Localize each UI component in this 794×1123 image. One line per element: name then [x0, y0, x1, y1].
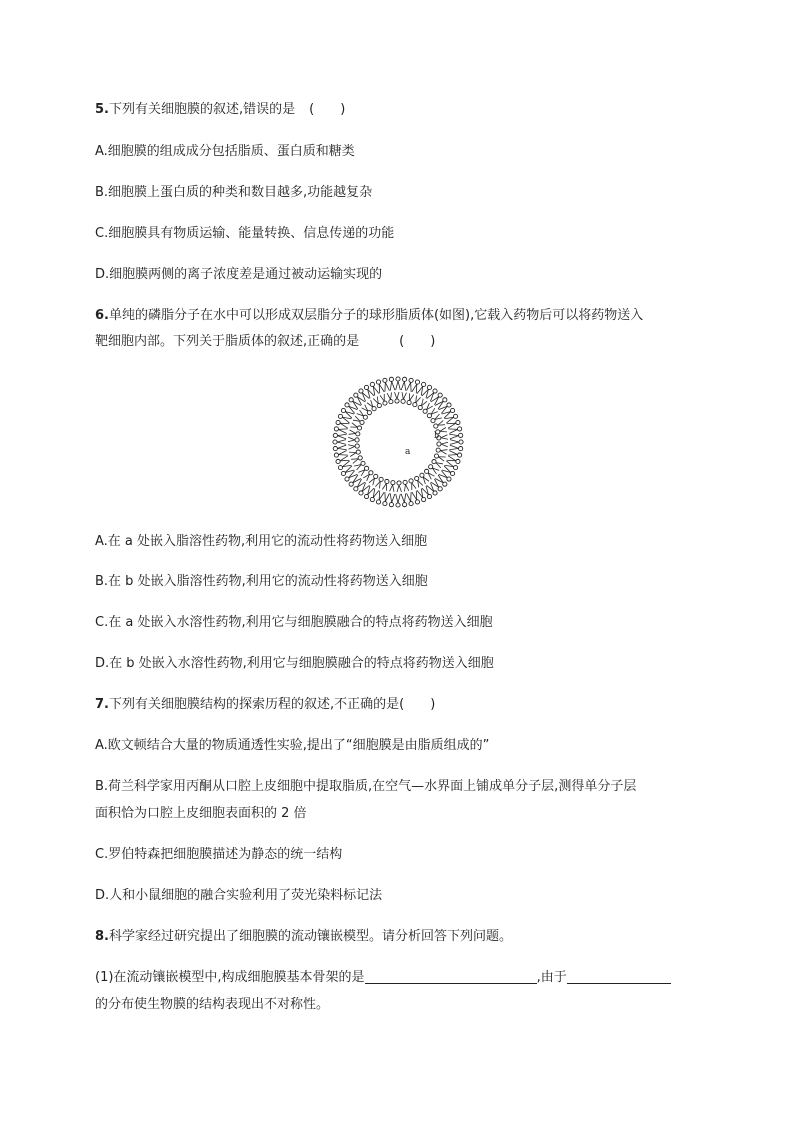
- lipid-tail: [337, 448, 346, 449]
- q6-option-d: D.在 b 处嵌入水溶性药物,利用它与细胞膜融合的特点将药物送入细胞: [95, 656, 494, 671]
- lipid-head: [383, 378, 387, 382]
- lipid-tail: [385, 493, 389, 501]
- q7-option-d: D.人和小鼠细胞的融合实验利用了荧光染料标记法: [95, 888, 383, 903]
- lipid-tail: [349, 430, 355, 434]
- lipid-head: [355, 444, 359, 448]
- q8-sub1-text1: (1)在流动镶嵌模型中,构成细胞膜基本骨架的是: [95, 970, 365, 985]
- q5-option-d: D.细胞膜两侧的离子浓度差是通过被动运输实现的: [95, 267, 383, 282]
- lipid-tail: [402, 392, 403, 399]
- lipid-head: [338, 466, 342, 470]
- lipid-tail: [449, 448, 458, 449]
- answer-blank-1[interactable]: [365, 969, 537, 984]
- lipid-head: [434, 454, 438, 458]
- lipid-head: [402, 503, 406, 507]
- lipid-head: [453, 414, 457, 418]
- lipid-head: [360, 420, 364, 424]
- q6-stem-line1: 单纯的磷脂分子在水中可以形成双层脂分子的球形脂质体(如图),它载入药物后可以将药物送入: [108, 308, 644, 323]
- answer-blank-2[interactable]: [567, 969, 671, 984]
- lipid-tail: [348, 445, 355, 447]
- lipid-tail: [390, 485, 393, 492]
- lipid-head: [383, 401, 387, 405]
- lipid-head: [434, 424, 438, 428]
- lipid-head: [379, 477, 383, 481]
- lipid-head: [422, 382, 426, 386]
- lipid-tail: [338, 429, 346, 433]
- lipid-head: [341, 408, 345, 412]
- lipid-head: [425, 469, 429, 473]
- lipid-tail: [440, 451, 446, 455]
- q7-number: 7.: [95, 697, 109, 712]
- lipid-tail: [416, 384, 417, 393]
- lipid-head: [367, 411, 371, 415]
- lipid-head: [333, 440, 337, 444]
- lipid-head: [418, 405, 422, 409]
- lipid-head: [407, 400, 411, 404]
- lipid-tail: [449, 434, 458, 435]
- lipid-head: [355, 438, 359, 442]
- lipid-head: [334, 427, 338, 431]
- lipid-head: [376, 380, 380, 384]
- lipid-head: [458, 427, 462, 431]
- q8-sub1-text2: ,由于: [536, 970, 567, 985]
- lipid-tail: [441, 442, 448, 444]
- lipid-head: [341, 471, 345, 475]
- lipid-head: [397, 481, 401, 485]
- label-a: a: [405, 447, 411, 457]
- lipid-tail: [407, 493, 411, 501]
- phospholipid-bilayer: [333, 377, 463, 507]
- q6-number: 6.: [95, 308, 109, 323]
- q5-answer-paren: ( ): [309, 102, 346, 117]
- lipid-tail: [350, 453, 356, 457]
- lipid-head: [422, 497, 426, 501]
- q6-stem-cont: [95, 333, 435, 351]
- lipid-tail: [404, 381, 405, 390]
- lipid-head: [427, 494, 431, 498]
- lipid-head: [450, 471, 454, 475]
- lipid-tail: [449, 429, 457, 433]
- lipid-tail: [337, 440, 346, 442]
- lipid-tail: [380, 395, 384, 401]
- lipid-tail: [395, 392, 397, 399]
- q5-option-a: A.细胞膜的组成成分包括脂质、蛋白质和糖类: [95, 144, 355, 159]
- lipid-tail: [398, 494, 400, 503]
- lipid-head: [336, 420, 340, 424]
- lipid-head: [336, 459, 340, 463]
- lipid-head: [383, 502, 387, 506]
- lipid-head: [415, 476, 419, 480]
- lipid-tail: [450, 442, 459, 444]
- q8-sub1-cont: 的分布使生物膜的结构表现出不对称性。: [95, 997, 330, 1012]
- lipid-head: [357, 426, 361, 430]
- q6-answer-paren: ( ): [399, 334, 436, 349]
- lipid-tail: [337, 434, 346, 435]
- q8-stem: [95, 928, 512, 946]
- lipid-tail: [412, 483, 416, 489]
- lipid-head: [338, 414, 342, 418]
- lipid-tail: [337, 442, 346, 444]
- lipid-head: [389, 400, 393, 404]
- lipid-tail: [396, 381, 398, 390]
- q8-number: 8.: [95, 929, 109, 944]
- lipid-tail: [382, 483, 386, 489]
- lipid-tail: [387, 393, 390, 399]
- lipid-head: [437, 442, 441, 446]
- lipid-head: [356, 450, 360, 454]
- lipid-tail: [398, 381, 400, 390]
- lipid-head: [334, 453, 338, 457]
- q7-option-b: B.荷兰科学家用丙酮从口腔上皮细胞中提取脂质,在空气—水界面上铺成单分子层,测得单分子层: [95, 779, 637, 794]
- lipid-head: [459, 440, 463, 444]
- lipid-head: [374, 474, 378, 478]
- lipid-tail: [392, 381, 395, 390]
- q7-option-b-cont: 面积恰为口腔上皮细胞表面积的 2 倍: [95, 806, 307, 821]
- lipid-tail: [450, 436, 459, 439]
- q7-option-a: A.欧文顿结合大量的物质通透性实验,提出了“细胞膜是由脂质组成的”: [95, 738, 490, 753]
- lipid-head: [459, 446, 463, 450]
- lipid-tail: [390, 381, 391, 390]
- lipid-tail: [405, 484, 408, 490]
- lipid-tail: [403, 393, 406, 400]
- lipid-head: [333, 446, 337, 450]
- lipid-head: [415, 380, 419, 384]
- lipid-tail: [440, 428, 446, 432]
- lipid-head: [458, 453, 462, 457]
- lipid-tail: [348, 440, 355, 442]
- lipid-tail: [337, 445, 346, 448]
- lipid-tail: [450, 440, 459, 442]
- q5-number: 5.: [95, 102, 109, 117]
- liposome-figure: [330, 374, 466, 510]
- lipid-tail: [392, 494, 395, 503]
- lipid-head: [403, 480, 407, 484]
- lipid-tail: [396, 494, 398, 503]
- lipid-head: [376, 500, 380, 504]
- q5-stem-text: 下列有关细胞膜的叙述,错误的是: [108, 102, 296, 117]
- lipid-tail: [450, 445, 459, 448]
- lipid-head: [409, 502, 413, 506]
- q8-stem-text: 科学家经过研究提出了细胞膜的流动镶嵌模型。请分析回答下列问题。: [108, 929, 512, 944]
- lipid-tail: [390, 493, 391, 502]
- lipid-head: [396, 503, 400, 507]
- lipid-head: [401, 399, 405, 403]
- lipid-tail: [385, 382, 389, 390]
- lipid-head: [396, 377, 400, 381]
- lipid-tail: [441, 438, 448, 440]
- lipid-tail: [393, 485, 394, 492]
- lipid-tail: [340, 423, 349, 424]
- lipid-head: [409, 479, 413, 483]
- lipid-tail: [439, 457, 445, 461]
- q7-answer-paren: ( ): [399, 697, 436, 712]
- lipid-head: [409, 378, 413, 382]
- lipid-head: [361, 461, 365, 465]
- lipid-tail: [401, 381, 404, 390]
- lipid-head: [370, 382, 374, 386]
- lipid-tail: [440, 450, 447, 451]
- lipid-tail: [441, 444, 448, 447]
- lipid-head: [377, 403, 381, 407]
- lipid-tail: [410, 395, 414, 401]
- lipid-tail: [447, 460, 456, 461]
- lipid-head: [356, 432, 360, 436]
- lipid-head: [370, 497, 374, 501]
- lipid-tail: [401, 494, 404, 503]
- q7-stem-text: 下列有关细胞膜结构的探索历程的叙述,不正确的是: [108, 697, 400, 712]
- lipid-head: [450, 408, 454, 412]
- lipid-tail: [349, 433, 356, 434]
- lipid-tail: [397, 392, 399, 399]
- lipid-head: [456, 459, 460, 463]
- lipid-tail: [338, 451, 346, 455]
- lipid-tail: [391, 392, 392, 399]
- lipid-tail: [407, 382, 411, 390]
- lipid-head: [389, 503, 393, 507]
- lipid-head: [432, 460, 436, 464]
- lipid-tail: [352, 423, 358, 427]
- lipid-head: [333, 433, 337, 437]
- lipid-head: [413, 403, 417, 407]
- lipid-tail: [397, 485, 399, 492]
- lipid-head: [364, 494, 368, 498]
- lipid-head: [453, 466, 457, 470]
- lipid-head: [456, 420, 460, 424]
- lipid-tail: [404, 493, 405, 502]
- label-b: b: [434, 431, 440, 440]
- lipid-head: [385, 479, 389, 483]
- lipid-tail: [348, 437, 355, 440]
- q6-option-c: C.在 a 处嵌入水溶性药物,利用它与细胞膜融合的特点将药物送入细胞: [95, 615, 493, 630]
- lipid-tail: [379, 491, 380, 500]
- lipid-tail: [399, 485, 401, 492]
- lipid-tail: [337, 436, 346, 439]
- q7-option-c: C.罗伯特森把细胞膜描述为静态的统一结构: [95, 847, 343, 862]
- lipid-head: [459, 433, 463, 437]
- lipid-head: [436, 448, 440, 452]
- lipid-head: [402, 377, 406, 381]
- lipid-head: [415, 500, 419, 504]
- q6-stem-line2: 靶细胞内部。下列关于脂质体的叙述,正确的是: [95, 334, 360, 349]
- lipid-head: [391, 481, 395, 485]
- lipid-tail: [441, 435, 448, 438]
- lipid-tail: [404, 484, 405, 491]
- lipid-head: [389, 377, 393, 381]
- q8-sub1: [95, 969, 671, 987]
- lipid-head: [358, 456, 362, 460]
- lipid-head: [431, 419, 435, 423]
- q6-option-a: A.在 a 处嵌入脂溶性药物,利用它的流动性将药物送入细胞: [95, 534, 428, 549]
- lipid-tail: [449, 451, 457, 455]
- lipid-head: [395, 399, 399, 403]
- q5-stem: [95, 101, 345, 119]
- q6-stem: [95, 307, 643, 325]
- lipid-head: [364, 385, 368, 389]
- lipid-head: [427, 385, 431, 389]
- lipid-tail: [349, 446, 356, 449]
- q6-option-b: B.在 b 处嵌入脂溶性药物,利用它的流动性将药物送入细胞: [95, 574, 428, 589]
- q7-stem: [95, 696, 435, 714]
- q5-option-c: C.细胞膜具有物质运输、能量转换、信息传递的功能: [95, 226, 395, 241]
- q5-option-b: B.细胞膜上蛋白质的种类和数目越多,功能越复杂: [95, 185, 373, 200]
